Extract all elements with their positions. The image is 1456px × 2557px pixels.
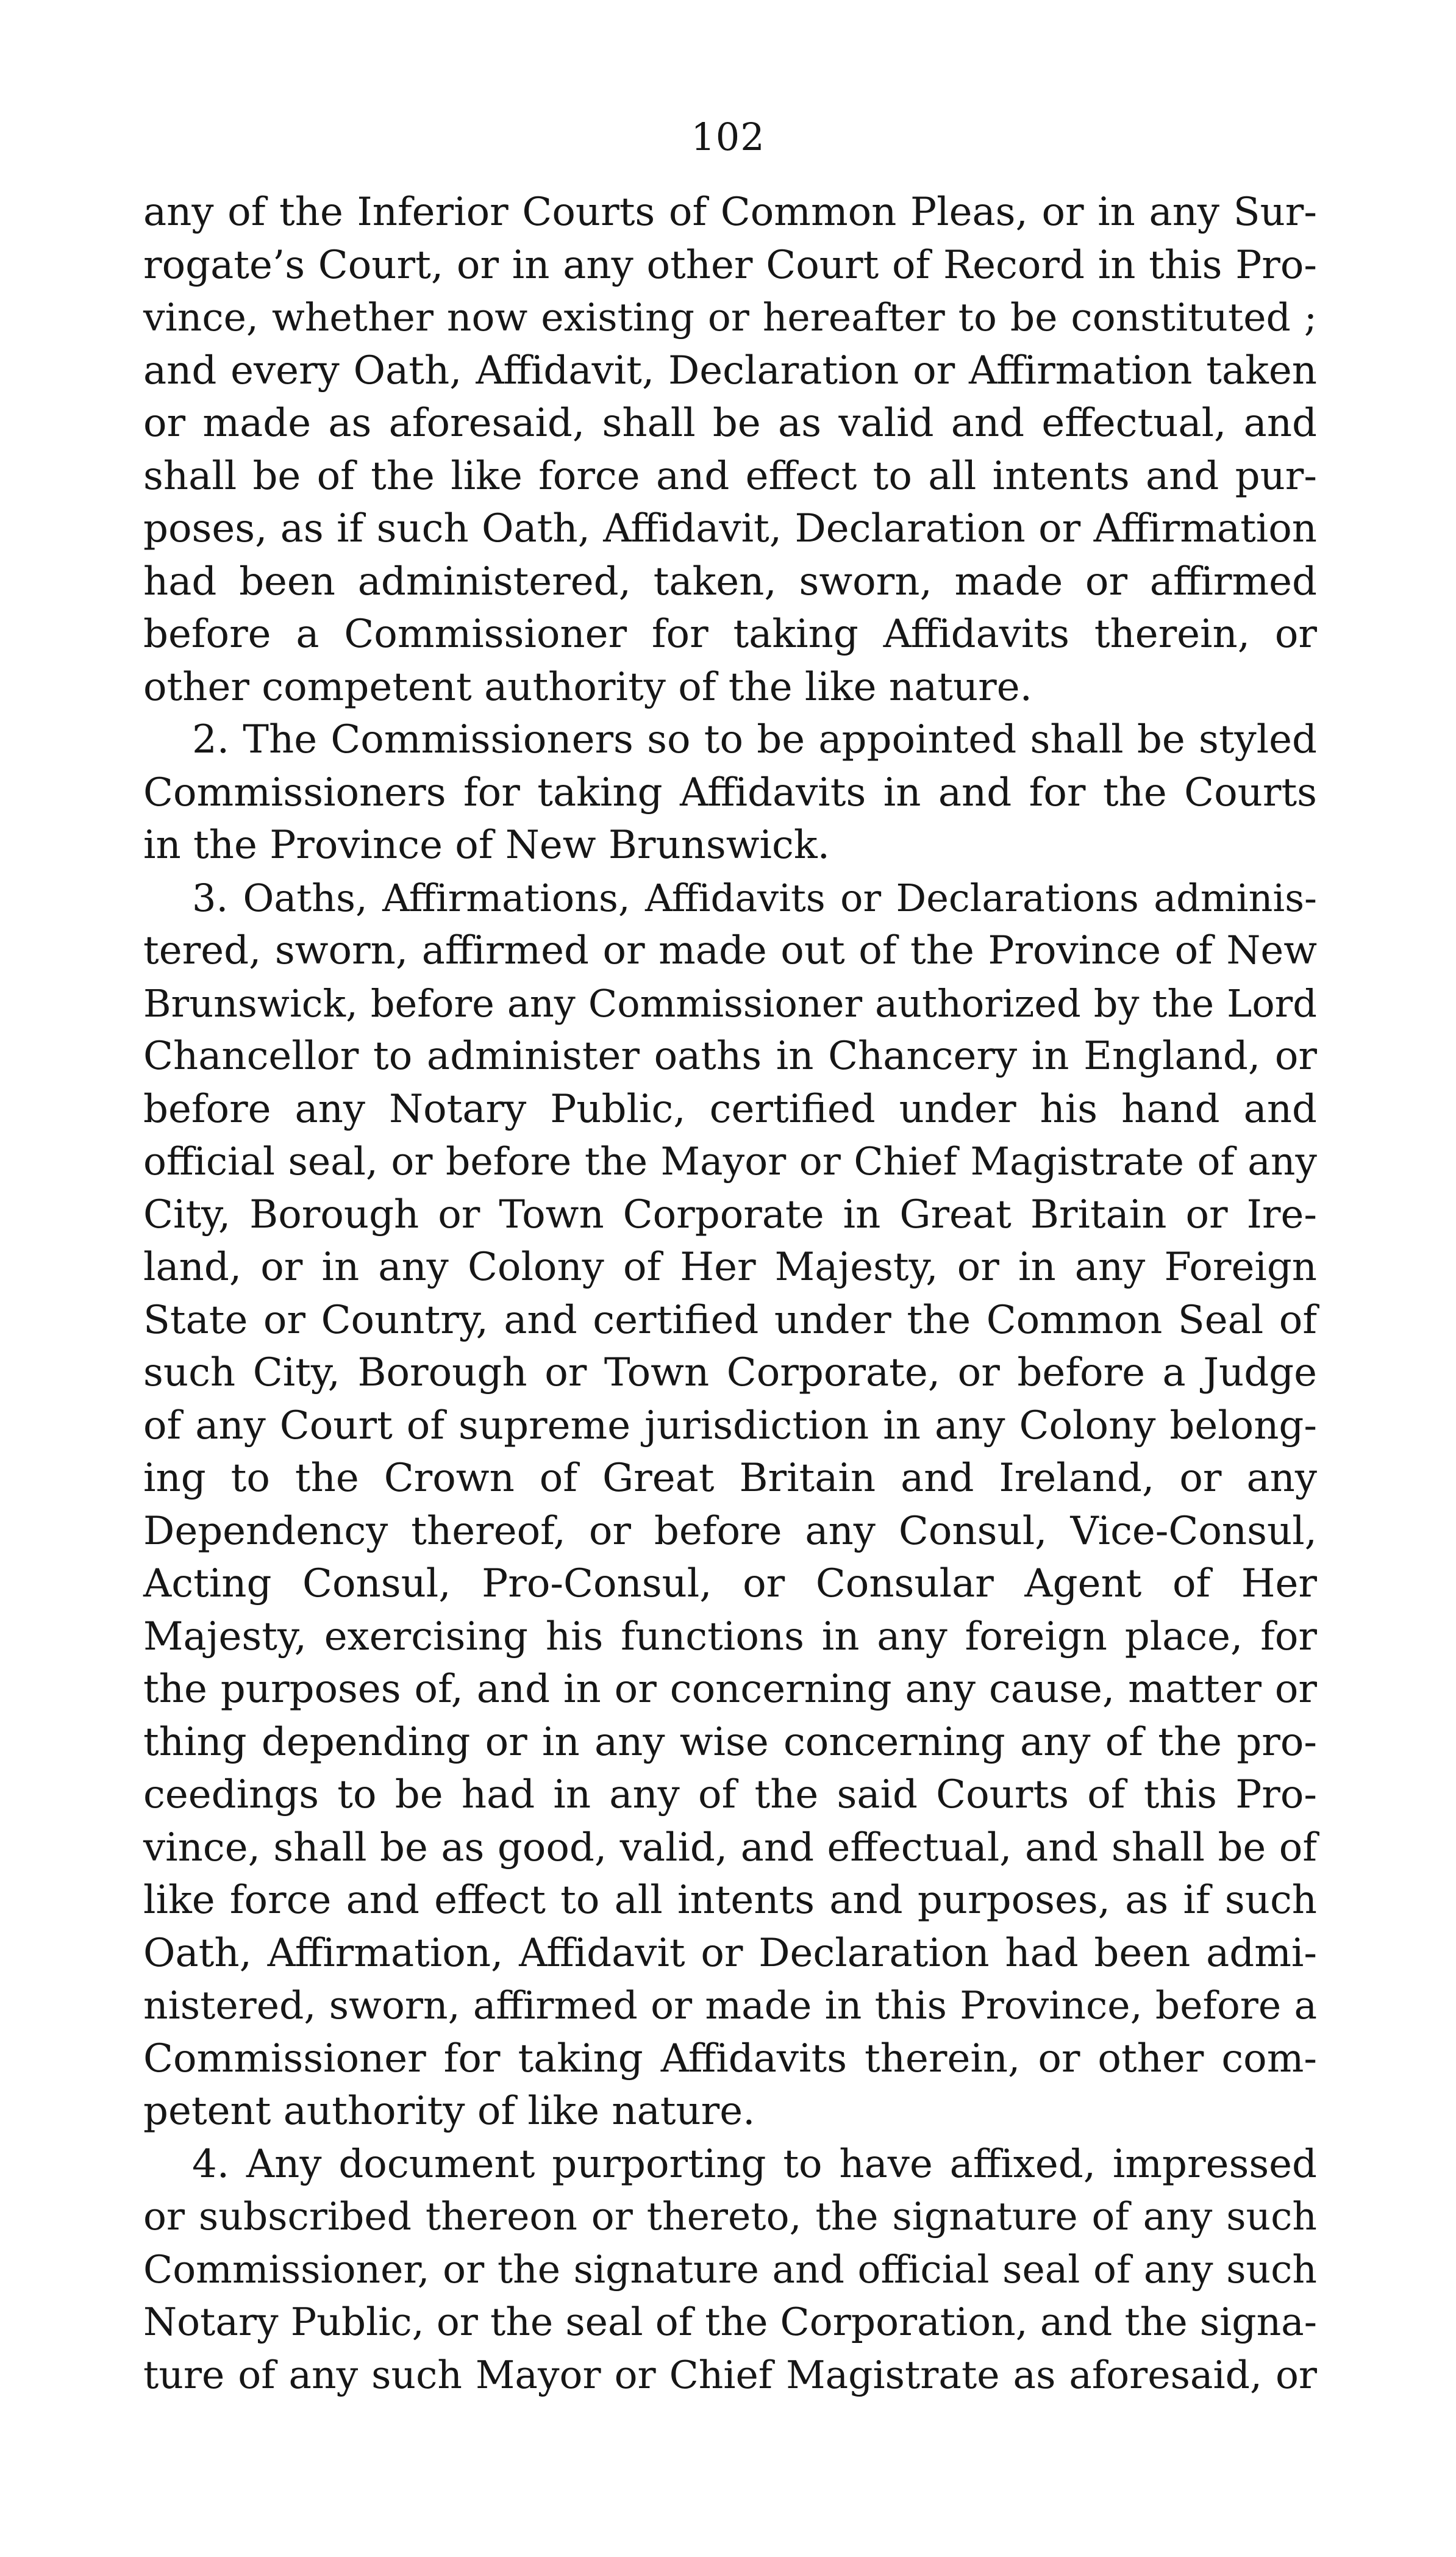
text-line: Majesty, exercising his functions in any foreign place, for bbox=[143, 1614, 1317, 1659]
text-line: tered, sworn, affirmed or made out of the Province of New bbox=[143, 928, 1317, 973]
text-line: 3. Oaths, Affirmations, Affidavits or Declarations adminis- bbox=[192, 875, 1317, 920]
text-line: Brunswick, before any Commissioner authorized by the Lord bbox=[143, 981, 1317, 1026]
text-line: any of the Inferior Courts of Common Pleas, or in any Sur- bbox=[143, 190, 1317, 235]
text-line: Notary Public, or the seal of the Corporation, and the signa- bbox=[143, 2300, 1317, 2344]
text-line: the purposes of, and in or concerning any cause, matter or bbox=[143, 1667, 1317, 1712]
text-line: Commissioner, or the signature and official seal of any such bbox=[143, 2247, 1317, 2292]
text-line: and every Oath, Affidavit, Declaration or Affirmation taken bbox=[143, 348, 1317, 393]
text-line: 4. Any document purporting to have affixed, impressed bbox=[192, 2141, 1317, 2187]
text-line: other competent authority of the like nature. bbox=[143, 664, 1032, 710]
text-line: shall be of the like force and effect to all intents and pur- bbox=[143, 453, 1317, 499]
text-line: had been administered, taken, sworn, made or affirmed bbox=[143, 559, 1317, 604]
text-line: 2. The Commissioners so to be appointed shall be styled bbox=[192, 717, 1317, 762]
page-number: 102 bbox=[691, 115, 765, 159]
text-line: Acting Consul, Pro-Consul, or Consular Agent of Her bbox=[143, 1561, 1317, 1606]
text-line: Commissioner for taking Affidavits therein, or other com- bbox=[143, 2036, 1317, 2081]
text-line: vince, shall be as good, valid, and effectual, and shall be of bbox=[143, 1825, 1317, 1870]
text-line: nistered, sworn, affirmed or made in this Province, before a bbox=[143, 1983, 1317, 2028]
text-line: City, Borough or Town Corporate in Great Britain or Ire- bbox=[143, 1192, 1317, 1237]
text-line: petent authority of like nature. bbox=[143, 2089, 755, 2134]
text-line: ture of any such Mayor or Chief Magistrate as aforesaid, or bbox=[143, 2352, 1317, 2397]
text-line: poses, as if such Oath, Affidavit, Declaration or Affirmation bbox=[143, 506, 1317, 551]
text-line: Commissioners for taking Affidavits in and for the Courts bbox=[143, 770, 1317, 815]
text-line: rogate’s Court, or in any other Court of Record in this Pro- bbox=[143, 242, 1317, 288]
text-line: official seal, or before the Mayor or Chief Magistrate of any bbox=[143, 1139, 1317, 1184]
text-line: before a Commissioner for taking Affidavits therein, or bbox=[143, 612, 1317, 657]
text-line: vince, whether now existing or hereafter to be constituted ; bbox=[143, 295, 1317, 340]
text-line: ing to the Crown of Great Britain and Ireland, or any bbox=[143, 1456, 1317, 1501]
text-line: or subscribed thereon or thereto, the signature of any such bbox=[143, 2194, 1317, 2239]
text-line: of any Court of supreme jurisdiction in any Colony belong- bbox=[143, 1403, 1317, 1448]
body-text bbox=[143, 186, 1317, 2401]
text-line: Dependency thereof, or before any Consul, Vice-Consul, bbox=[143, 1508, 1317, 1554]
text-line: or made as aforesaid, shall be as valid and effectual, and bbox=[143, 401, 1317, 446]
text-line: like force and effect to all intents and purposes, as if such bbox=[143, 1878, 1317, 1923]
text-line: Chancellor to administer oaths in Chancery in England, or bbox=[143, 1034, 1317, 1079]
text-line: before any Notary Public, certified under his hand and bbox=[143, 1086, 1317, 1132]
text-line: thing depending or in any wise concerning any of the pro- bbox=[143, 1719, 1317, 1765]
text-line: State or Country, and certified under the Common Seal of bbox=[143, 1297, 1317, 1343]
text-line: such City, Borough or Town Corporate, or before a Judge bbox=[143, 1350, 1317, 1395]
text-line: ceedings to be had in any of the said Courts of this Pro- bbox=[143, 1772, 1317, 1817]
text-line: Oath, Affirmation, Affidavit or Declaration had been admi- bbox=[143, 1930, 1317, 1976]
text-line: land, or in any Colony of Her Majesty, or in any Foreign bbox=[143, 1245, 1317, 1290]
text-line: in the Province of New Brunswick. bbox=[143, 823, 830, 868]
